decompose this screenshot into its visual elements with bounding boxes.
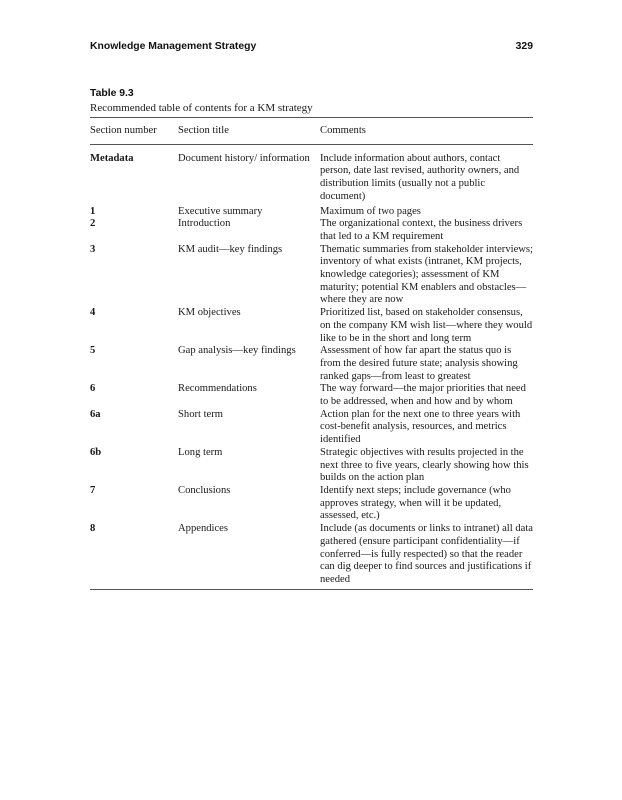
table-row — [90, 523, 533, 589]
table-row — [90, 307, 533, 345]
section-comment: Include (as documents or links to intranet) all data gathered (ensure participant confidentiality—if conferred—is fully respected) so that the reader can dig deeper to find sources and justifications if needed — [320, 523, 533, 589]
section-number: 6 — [90, 383, 96, 395]
section-title: KM audit—key findings — [178, 243, 283, 255]
running-head — [90, 41, 533, 52]
toc-table-container — [90, 117, 533, 590]
column-header-section-number: Section number — [90, 118, 178, 145]
section-comment: Prioritized list, based on stakeholder consensus, on the company KM wish list—where they would like to be in the short and long term — [320, 307, 533, 344]
table-row — [90, 485, 533, 523]
section-number: 7 — [90, 484, 96, 496]
table-row — [90, 244, 533, 308]
section-comment: The organizational context, the business drivers that led to a KM requirement — [320, 218, 523, 242]
section-comment: Include information about authors, contact person, date last revised, authority owners, and distribution limits (usually not a public document) — [320, 152, 520, 202]
column-header-comments: Comments — [320, 118, 533, 145]
table-header-row — [90, 118, 533, 145]
section-number: 6b — [90, 446, 102, 458]
section-title: Recommendations — [178, 383, 257, 395]
table-row — [90, 144, 533, 205]
section-comment: Action plan for the next one to three years with cost-benefit analysis, resources, and metrics identified — [320, 408, 521, 446]
table-row — [90, 218, 533, 243]
section-title: KM objectives — [178, 307, 241, 319]
section-number: 2 — [90, 218, 96, 230]
section-title: Gap analysis—key findings — [178, 345, 296, 357]
section-comment: The way forward—the major priorities that need to be addressed, when and how and by whom — [320, 383, 526, 408]
section-title: Short term — [178, 408, 224, 420]
table-label: Table 9.3 — [90, 88, 134, 99]
section-title: Executive summary — [178, 205, 263, 217]
section-comment: Maximum of two pages — [320, 205, 421, 217]
column-header-section-title: Section title — [178, 118, 320, 145]
section-title: Conclusions — [178, 484, 231, 496]
section-comment: Identify next steps; include governance (who approves strategy, when will it be updated, assessed, etc.) — [320, 484, 511, 522]
page-number: 329 — [515, 41, 533, 52]
table-row — [90, 447, 533, 485]
section-title: Long term — [178, 446, 223, 458]
section-number: 5 — [90, 345, 96, 357]
section-number: 4 — [90, 307, 96, 319]
section-comment: Assessment of how far apart the status quo is from the desired future state; analysis showing ranked gaps—from least to greatest — [320, 345, 518, 382]
section-number: Metadata — [90, 152, 134, 164]
running-head-title: Knowledge Management Strategy — [90, 41, 257, 52]
section-title: Document history/ information — [178, 152, 310, 164]
table-row — [90, 345, 533, 383]
section-number: 1 — [90, 205, 96, 217]
section-title: Appendices — [178, 523, 320, 589]
table-row — [90, 206, 533, 219]
section-number: 3 — [90, 243, 96, 255]
table-row — [90, 409, 533, 447]
section-title: Introduction — [178, 218, 231, 230]
table-row — [90, 383, 533, 408]
section-comment: Strategic objectives with results projected in the next three to five years, clearly showing how this builds on the action plan — [320, 446, 529, 484]
section-number: 6a — [90, 408, 101, 420]
section-number: 8 — [90, 523, 178, 589]
toc-table — [90, 117, 533, 590]
section-comment: Thematic summaries from stakeholder interviews; inventory of what exists (intranet, KM projects, knowledge categories); assessment of KM maturity; potential KM enablers and obstacles—where they are now — [320, 243, 533, 306]
table-caption: Recommended table of contents for a KM strategy — [90, 102, 313, 114]
